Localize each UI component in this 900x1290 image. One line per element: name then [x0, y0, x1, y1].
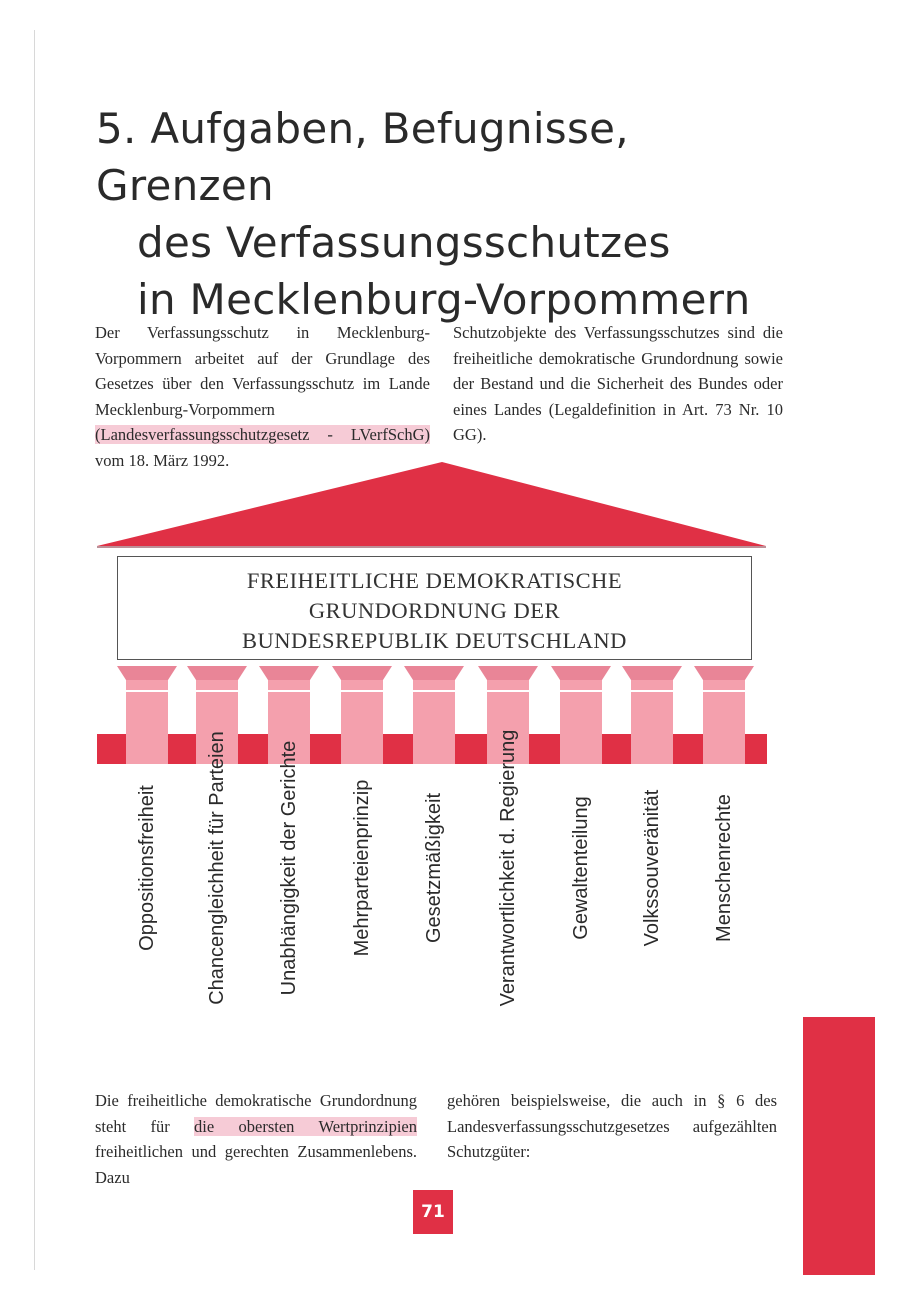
side-color-tab: [803, 1017, 875, 1275]
column-5-capital: [404, 666, 464, 680]
intro-left-highlight: (Landesverfassungsschutzgesetz - LVerfSchG): [95, 425, 430, 444]
column-3-abacus: [268, 680, 310, 690]
intro-paragraph-right: Schutzobjekte des Verfassungsschutzes sind die freiheitliche demokratische Grundordnung sowie der Bestand und die Sicherheit des Bundes oder eines Landes (Legaldefinition in Art. 73 Nr. 10 GG).: [453, 323, 783, 444]
column-8-abacus: [631, 680, 673, 690]
column-6-abacus: [487, 680, 529, 690]
column-label-unabhaengigkeit: Unabhängigkeit der Gerichte: [278, 740, 300, 996]
bottom-left-text-b: freiheitlichen und gerechten Zusammenlebens. Dazu: [95, 1142, 417, 1187]
bottom-paragraph-left: [95, 1088, 417, 1190]
heading-line-1: 5. Aufgaben, Befugnisse, Grenzen: [96, 104, 629, 210]
column-5-abacus: [413, 680, 455, 690]
banner-line-2: GRUNDORDNUNG DER: [308, 598, 561, 623]
bottom-left-highlight: die obersten Wertprinzipien: [194, 1116, 417, 1136]
column-label-chancengleichheit: Chancengleichheit für Parteien: [206, 731, 228, 1005]
column-label-gesetzmaessigkeit: Gesetzmäßigkeit: [423, 792, 445, 944]
column-label-menschenrechte: Menschenrechte: [713, 794, 735, 942]
column-7-abacus: [560, 680, 602, 690]
column-9-abacus: [703, 680, 745, 690]
intro-left-text-a: Der Verfassungsschutz in Mecklenburg-Vorpommern arbeitet auf der Grundlage des Gesetzes über den Verfassungsschutz im Lande Mecklenburg-Vorpommern: [95, 323, 430, 419]
column-label-mehrparteienprinzip: Mehrparteienprinzip: [351, 779, 373, 957]
column-1-capital: [117, 666, 177, 680]
column-3-capital: [259, 666, 319, 680]
bottom-left-text-a: Die freiheitliche demokratische Grundordnung steht für: [95, 1091, 417, 1136]
column-4-abacus: [341, 680, 383, 690]
column-label-volkssouveraenitaet: Volkssouveränität: [641, 789, 663, 947]
banner-line-3: BUNDESREPUBLIK DEUTSCHLAND: [242, 628, 627, 653]
column-8-capital: [622, 666, 682, 680]
column-7-capital: [551, 666, 611, 680]
column-2-capital: [187, 666, 247, 680]
column-label-oppositionsfreiheit: Oppositionsfreiheit: [136, 785, 158, 951]
column-6-capital: [478, 666, 538, 680]
column-9-capital: [694, 666, 754, 680]
column-2-abacus: [196, 680, 238, 690]
heading-line-3: in Mecklenburg-Vorpommern: [137, 275, 751, 324]
intro-left-text-b: vom 18. März 1992.: [95, 450, 230, 470]
column-1-abacus: [126, 680, 168, 690]
column-4-capital: [332, 666, 392, 680]
bottom-paragraph-right: gehören beispielsweise, die auch in § 6 des Landesverfassungsschutzgesetzes aufgezählten Schutzgüter:: [447, 1091, 777, 1161]
column-label-gewaltenteilung: Gewaltenteilung: [570, 796, 592, 940]
fdgo-banner: [117, 556, 752, 660]
page-number: 71: [413, 1190, 453, 1234]
temple-roof: [97, 462, 766, 546]
banner-line-1: FREIHEITLICHE DEMOKRATISCHE: [246, 568, 623, 593]
column-label-verantwortlichkeit: Verantwortlichkeit d. Regierung: [497, 729, 519, 1007]
heading-line-2: des Verfassungsschutzes: [137, 218, 671, 267]
